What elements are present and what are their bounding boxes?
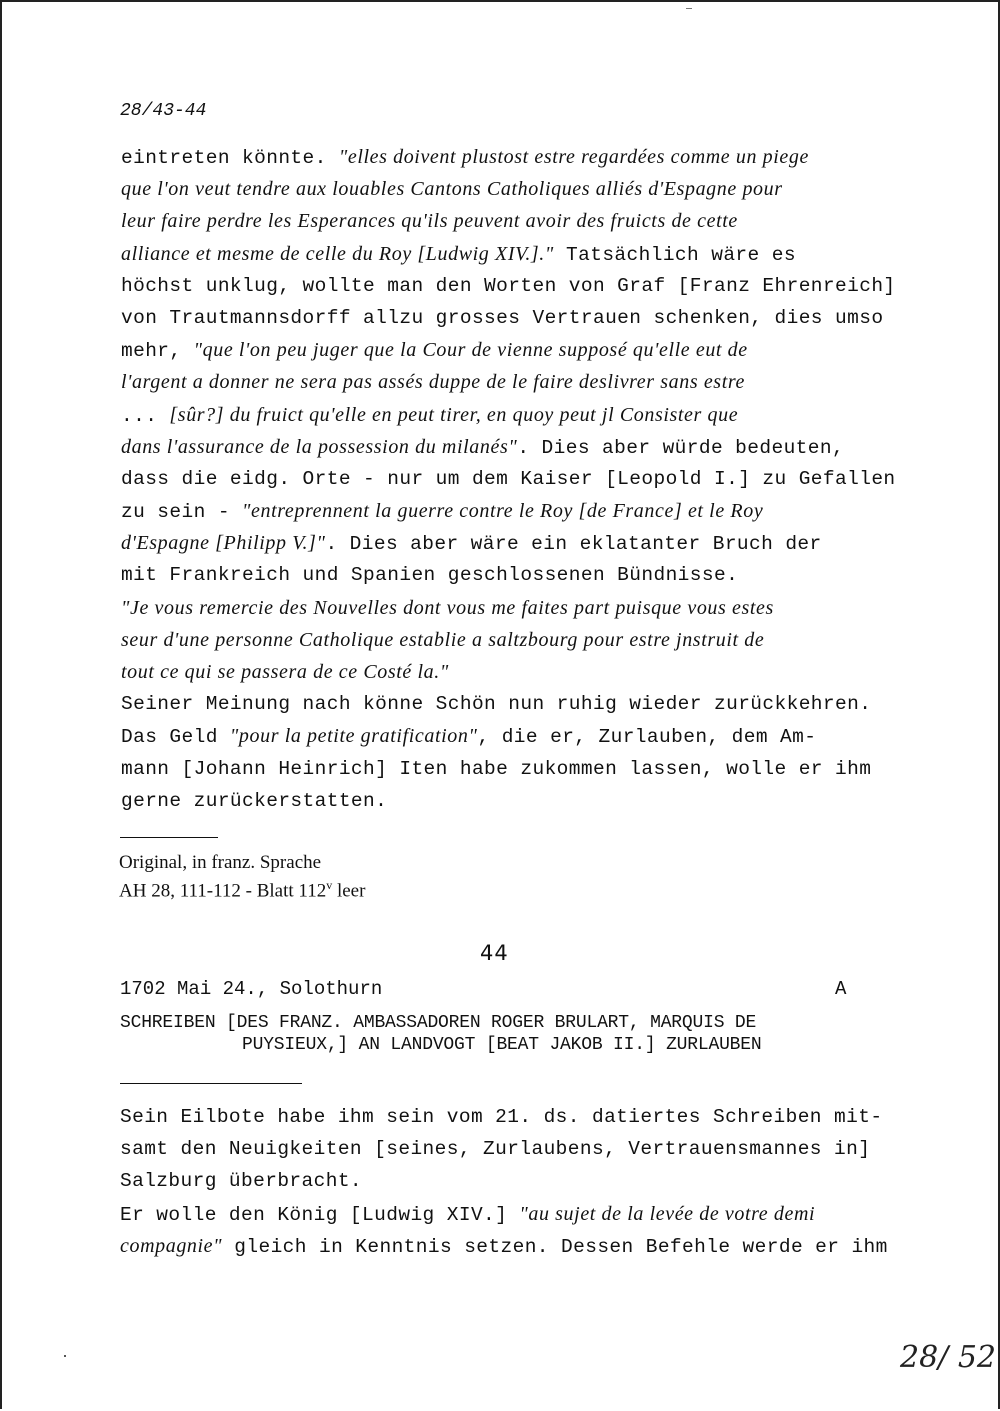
quoted-french-text: seur d'une personne Catholique establie a saltzbourg pour estre jnstruit de: [121, 628, 765, 651]
text-line: [121, 720, 901, 752]
text-line: [121, 495, 901, 527]
german-text: , die er, Zurlauben, dem Am-: [477, 726, 817, 749]
german-text: von Trautmannsdorff allzu grosses Vertrauen schenken, dies umso: [121, 306, 884, 329]
text-line: [120, 1198, 900, 1230]
text-line: [121, 334, 901, 366]
text-line: [121, 302, 901, 334]
letter-body-text: [120, 1101, 900, 1262]
source-note: [119, 851, 365, 902]
german-text: samt den Neuigkeiten [seines, Zurlaubens, Vertrauensmannes in]: [120, 1138, 871, 1161]
text-line: [121, 141, 901, 173]
quoted-french-text: alliance et mesme de celle du Roy [Ludwig XIV.].": [121, 242, 554, 265]
text-line: [121, 559, 901, 591]
quoted-french-text: "pour la petite gratification": [229, 725, 478, 748]
german-text: höchst unklug, wollte man den Worten von Graf [Franz Ehrenreich]: [121, 274, 896, 297]
quoted-french-text: "elles doivent plustost estre regardées comme un piege: [338, 146, 809, 168]
text-line: [121, 624, 901, 656]
text-line: [120, 1230, 900, 1262]
heading-line-1: SCHREIBEN [DES FRANZ. AMBASSADOREN ROGER BRULART, MARQUIS DE: [120, 1013, 757, 1033]
scan-dot: [64, 1355, 66, 1357]
document-letter: A: [835, 978, 847, 1000]
german-text: dass die eidg. Orte - nur um dem Kaiser [Leopold I.] zu Gefallen: [121, 467, 896, 490]
text-line: [121, 463, 901, 495]
quoted-french-text: [sûr?] du fruict qu'elle en peut tirer, en quoy peut jl Consister que: [169, 403, 739, 426]
german-text: mann [Johann Heinrich] Iten habe zukommen lassen, wolle er ihm: [121, 757, 872, 780]
source-note-line-1: Original, in franz. Sprache: [119, 852, 322, 873]
page-mark: 28/ 52: [900, 1340, 996, 1375]
quoted-french-text: leur faire perdre les Esperances qu'ils peuvent avoir des fruicts de cette: [121, 210, 738, 233]
dateline: 1702 Mai 24., Solothurn: [120, 978, 383, 1000]
heading-line-2: PUYSIEUX,] AN LANDVOGT [BEAT JAKOB II.] ZURLAUBEN: [242, 1035, 762, 1055]
quoted-french-text: "au sujet de la levée de votre demi: [519, 1202, 816, 1225]
german-text: gleich in Kenntnis setzen. Dessen Befehle werde er ihm: [222, 1235, 888, 1258]
text-line: [121, 592, 901, 624]
document-heading: [120, 1012, 762, 1056]
german-text: Das Geld: [121, 726, 230, 749]
german-text: Salzburg überbracht.: [120, 1170, 363, 1193]
german-text: Seiner Meinung nach könne Schön nun ruhig wieder zurückkehren.: [121, 693, 872, 716]
text-line: [120, 1165, 900, 1197]
source-note-line-2: AH 28, 111-112 - Blatt 112$^v$ leer: [119, 878, 366, 902]
german-text: Sein Eilbote habe ihm sein vom 21. ds. datiertes Schreiben mit-: [120, 1106, 883, 1128]
german-text: Er wolle den König [Ludwig XIV.]: [120, 1203, 520, 1226]
text-line: [121, 656, 901, 688]
continuation-text: [121, 141, 901, 817]
german-text: zu sein -: [121, 501, 243, 524]
german-text: gerne zurückerstatten.: [121, 789, 388, 812]
quoted-french-text: dans l'assurance de la possession du milanés": [121, 435, 518, 458]
quoted-french-text: "que l'on peu juger que la Cour de vienne supposé qu'elle eut de: [193, 339, 748, 362]
german-text: mehr,: [121, 340, 194, 363]
text-line: [121, 527, 901, 559]
text-line: [121, 238, 901, 270]
text-line: [121, 366, 901, 398]
text-line: [120, 1101, 900, 1133]
german-text: ...: [121, 404, 170, 427]
heading-rule: [120, 1083, 302, 1084]
text-line: [121, 431, 901, 463]
quoted-french-text: tout ce qui se passera de ce Costé la.": [121, 661, 449, 683]
text-line: [121, 785, 901, 817]
quoted-french-text: d'Espagne [Philipp V.]": [121, 532, 326, 555]
german-text: Tatsächlich wäre es: [553, 243, 796, 266]
text-line: [121, 753, 901, 785]
text-line: [121, 173, 901, 205]
text-line: [121, 688, 901, 720]
german-text: mit Frankreich und Spanien geschlossenen Bündnisse.: [121, 564, 739, 587]
german-text: eintreten könnte.: [121, 147, 339, 169]
quoted-french-text: compagnie": [120, 1234, 223, 1257]
quoted-french-text: "Je vous remercie des Nouvelles dont vous me faites part puisque vous estes: [121, 596, 774, 619]
page-reference: 28/43-44: [120, 101, 207, 121]
quoted-french-text: l'argent a donner ne sera pas assés duppe de le faire deslivrer sans estre: [121, 371, 745, 394]
text-line: [121, 270, 901, 302]
text-line: [120, 1133, 900, 1165]
quoted-french-text: que l'on veut tendre aux louables Cantons Catholiques alliés d'Espagne pour: [121, 178, 783, 201]
footnote-rule: [120, 837, 218, 838]
text-line: [121, 399, 901, 431]
scan-mark: [686, 8, 692, 9]
document-number: 44: [480, 941, 509, 965]
german-text: . Dies aber wäre ein eklatanter Bruch der: [325, 533, 822, 556]
german-text: . Dies aber würde bedeuten,: [517, 436, 845, 459]
text-line: [121, 205, 901, 237]
quoted-french-text: "entreprennent la guerre contre le Roy [de France] et le Roy: [242, 500, 764, 523]
